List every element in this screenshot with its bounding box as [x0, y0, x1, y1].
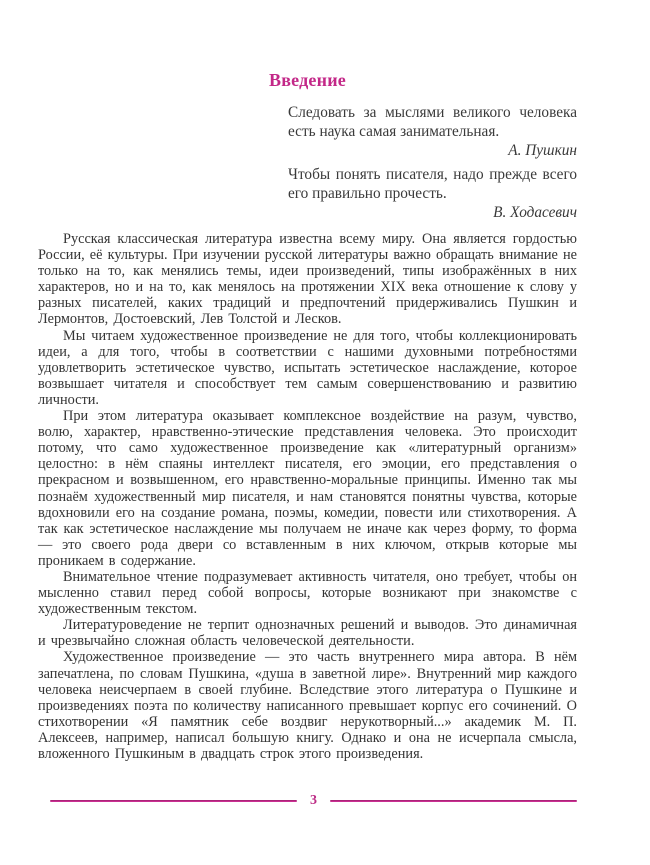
page-footer	[50, 794, 577, 808]
page-number: 3	[310, 793, 317, 808]
epigraph-author: В. Ходасевич	[493, 204, 577, 221]
footer-rule-left	[50, 800, 297, 803]
text-column	[38, 70, 577, 762]
paragraph: Мы читаем художественное произведение не для того, чтобы коллекционировать идеи, а для того, чтобы в соответствии с нашими духовными потребностями удовлетворить эстетическое чувство, испытать эстетическое наслаждение, которое возвышает читателя и способствует тем самым совершенствованию и развитию личности.	[38, 327, 577, 408]
paragraph: Внимательное чтение подразумевает активность читателя, оно требует, чтобы он мысленно ставил перед собой вопросы, которые возникают при знакомстве с художественным текстом.	[38, 568, 577, 618]
epigraph-author: А. Пушкин	[508, 142, 577, 159]
paragraph: Художественное произведение — это часть внутреннего мира автора. В нём запечатлена, по словам Пушкина, «душа в заветной лире». Внутренний мир каждого человека неисчерпаем в своей глубине. Вследствие этого литература о Пушкине и произведениях поэта по количеству написанного превышает корпус его сочинений. О стихотворении «Я памятник себе воздвиг нерукотворный...» академик М. П. Алексеев, например, написал большую книгу. Однако и она не исчерпала смысла, вложенного Пушкиным в двадцать строк этого произведения.	[38, 649, 577, 762]
footer-rule-right	[330, 800, 577, 803]
epigraph-block	[288, 103, 577, 222]
section-title: Введение	[269, 70, 346, 90]
epigraph-quote: Чтобы понять писателя, надо прежде всего его правильно прочесть.	[288, 166, 577, 202]
paragraph: При этом литература оказывает комплексное воздействие на разум, чувство, волю, характер, нравственно-этические представления человека. Это происходит потому, что само художественное произведение как «литературный организм» целостно: в нём спаяны интеллект писателя, его эмоции, его представления о прекрасном и возвышенном, его нравственно-моральные принципы. Именно так мы познаём художественный мир писателя, и нам становятся понятны чувства, которые вдохновили его на создание романа, поэмы, комедии, повести или стихотворения. А так как эстетическое наслаждение мы получаем не иначе как через форму, то форма — это своего рода двери со вставленным в них ключом, открыв которые мы проникаем в содержание.	[38, 408, 577, 569]
paragraph: Литературоведение не терпит однозначных решений и выводов. Это динамичная и чрезвычайно сложная область человеческой деятельности.	[38, 617, 577, 650]
body-text	[38, 231, 577, 762]
epigraph-quote: Следовать за мыслями великого человека есть наука самая занимательная.	[288, 104, 577, 140]
paragraph: Русская классическая литература известна всему миру. Она является гордостью России, её культуры. При изучении русской литературы важно обращать внимание не только на то, как менялись темы, идеи произведений, типы изображённых в них характеров, но и на то, как менялось на протяжении XIX века отношение к слову у разных писателей, каких традиций и предпочтений придерживались Пушкин и Лермонтов, Достоевский, Лев Толстой и Лесков.	[38, 231, 577, 328]
